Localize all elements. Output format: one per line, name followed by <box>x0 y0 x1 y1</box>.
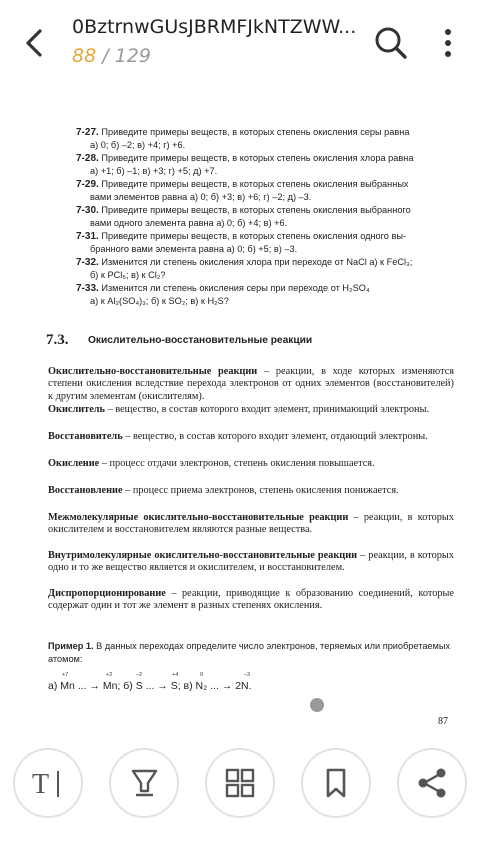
app-bar <box>0 0 480 84</box>
exercise-options: бранного вами элемента равна а) 0; б) +5; в) –3. <box>90 244 298 254</box>
exercise-number: 7-30. <box>76 205 99 216</box>
current-page: 88 <box>72 45 97 67</box>
document-page[interactable] <box>0 84 480 734</box>
example-text: В данных переходах определите число электронов, теряемых или приобретаемых атомом: <box>48 641 451 664</box>
bookmark-button[interactable] <box>301 748 371 818</box>
exercise-number: 7-28. <box>76 153 99 164</box>
exercise-7-30 <box>76 204 456 229</box>
example-equation: а) Mn ... → Mn; б) S ... → S; в) N₂ ... → 2N. <box>48 680 252 692</box>
ox-state: +2 <box>106 672 113 678</box>
exercise-number: 7-27. <box>76 127 99 138</box>
exercise-options: б) к PCl₅; в) к Cl₂? <box>90 270 166 280</box>
section-title: Окислительно-восстановительные реакции <box>88 335 313 346</box>
example-label: Пример 1. <box>48 641 94 651</box>
ox-state: 0 <box>200 672 204 678</box>
exercise-text: Приведите примеры веществ, в которых степень окисления одного вы- <box>101 231 407 241</box>
definition-intermolecular <box>48 512 454 537</box>
definition-disproportionation <box>48 588 454 613</box>
definition-text: – процесс приема электронов, степень окисления понижается. <box>122 485 399 496</box>
exercise-options: а) +1; б) –1; в) +3; г) +5; д) +7. <box>90 166 218 176</box>
exercise-number: 7-31. <box>76 231 99 242</box>
ox-state: –2 <box>136 672 143 678</box>
total-pages: 129 <box>114 45 151 67</box>
scroll-indicator[interactable] <box>310 698 324 712</box>
highlighter-icon <box>124 763 164 803</box>
definition-term: Восстановитель <box>48 431 123 442</box>
definition-redox <box>48 366 454 403</box>
exercise-7-28 <box>76 152 456 177</box>
definition-reduction <box>48 485 454 497</box>
definition-term: Межмолекулярные окислительно-восстановительные реакции <box>48 512 349 523</box>
definition-term: Диспропорционирование <box>48 588 166 599</box>
ox-state: –3 <box>244 672 251 678</box>
share-icon <box>414 765 450 801</box>
share-button[interactable] <box>397 748 467 818</box>
section-number: 7.3. <box>46 332 69 348</box>
back-arrow-icon <box>18 26 52 60</box>
definition-term: Восстановление <box>48 485 123 496</box>
exercise-text: Приведите примеры веществ, в которых степень окисления серы равна <box>101 127 410 137</box>
exercise-number: 7-29. <box>76 179 99 190</box>
thumbnails-button[interactable] <box>205 748 275 818</box>
bookmark-icon <box>318 765 354 801</box>
text-icon <box>28 763 68 803</box>
highlight-button[interactable] <box>109 748 179 818</box>
more-vertical-icon <box>438 26 458 60</box>
definition-oxidation <box>48 458 454 470</box>
exercise-number: 7-33. <box>76 283 99 294</box>
exercise-text: Приведите примеры веществ, в которых степень окисления хлора равна <box>101 153 414 163</box>
text-mode-button[interactable] <box>13 748 83 818</box>
search-button[interactable] <box>372 24 410 62</box>
bottom-toolbar <box>0 734 480 854</box>
search-icon <box>372 24 410 62</box>
exercise-text: Приведите примеры веществ, в которых степень окисления выбранных <box>101 179 409 189</box>
exercise-options: вами элементов равна а) 0; б) +3; в) +6; г) –2; д) –3. <box>90 192 312 202</box>
definition-text: – вещество, в состав которого входит элемент, отдающий электроны. <box>122 431 428 442</box>
definition-term: Окисление <box>48 458 100 469</box>
exercise-7-31 <box>76 230 456 255</box>
ox-state: +7 <box>62 672 69 678</box>
definition-text: – реакции, в ходе которых изменяются степени окисления вследствие перехода электронов от одних элементов (восстановителей) к другим элементам (окислителям). <box>48 366 455 402</box>
exercise-7-33 <box>76 282 456 307</box>
exercise-options: а) 0; б) –2; в) +4; г) +6. <box>90 140 186 150</box>
page-counter <box>72 45 151 67</box>
exercise-options: вами одного элемента равна а) 0; б) +4; в) +6. <box>90 218 288 228</box>
back-button[interactable] <box>18 26 52 60</box>
page-separator: / <box>102 45 109 67</box>
exercise-7-27 <box>76 126 456 151</box>
grid-icon <box>222 765 258 801</box>
exercise-text: Изменится ли степень окисления серы при переходе от H₂SO₄ <box>101 283 370 293</box>
printed-page-number: 87 <box>438 716 448 727</box>
example-1 <box>48 640 454 665</box>
definition-reducer <box>48 431 454 443</box>
definition-term: Окислитель <box>48 404 106 415</box>
definition-text: – вещество, в состав которого входит элемент, принимающий электроны. <box>105 404 430 415</box>
definition-text: – реакции, в которых окислителем и восстановителем являются разные вещества. <box>48 512 454 536</box>
exercise-text: Изменится ли степень окисления хлора при переходе от NaCl а) к FeCl₃; <box>101 257 413 267</box>
more-menu-button[interactable] <box>438 26 458 60</box>
definition-text: – реакции, в которых одно и то же вещество является и окислителем, и восстановителем. <box>48 550 454 574</box>
definition-term: Внутримолекулярные окислительно-восстановительные реакции <box>48 550 358 561</box>
definition-term: Окислительно-восстановительные реакции <box>48 366 258 377</box>
text-icon-glyph: T <box>32 769 50 800</box>
exercise-7-32 <box>76 256 456 281</box>
definition-text: – реакции, приводящие к образованию соединений, которые содержат один и тот же элемент в разных степенях окисления. <box>48 588 454 612</box>
document-title: 0BztrnwGUsJBRMFJkNTZWW... <box>72 16 357 38</box>
definition-text: – процесс отдачи электронов, степень окисления повышается. <box>99 458 375 469</box>
exercise-7-29 <box>76 178 456 203</box>
exercise-number: 7-32. <box>76 257 99 268</box>
ox-state: +4 <box>172 672 179 678</box>
definition-oxidizer <box>48 404 454 416</box>
exercise-options: а) к Al₂(SO₄)₃; б) к SO₂; в) к H₂S? <box>90 296 229 306</box>
definition-intramolecular <box>48 550 454 575</box>
exercise-text: Приведите примеры веществ, в которых степень окисления выбранного <box>101 205 411 215</box>
